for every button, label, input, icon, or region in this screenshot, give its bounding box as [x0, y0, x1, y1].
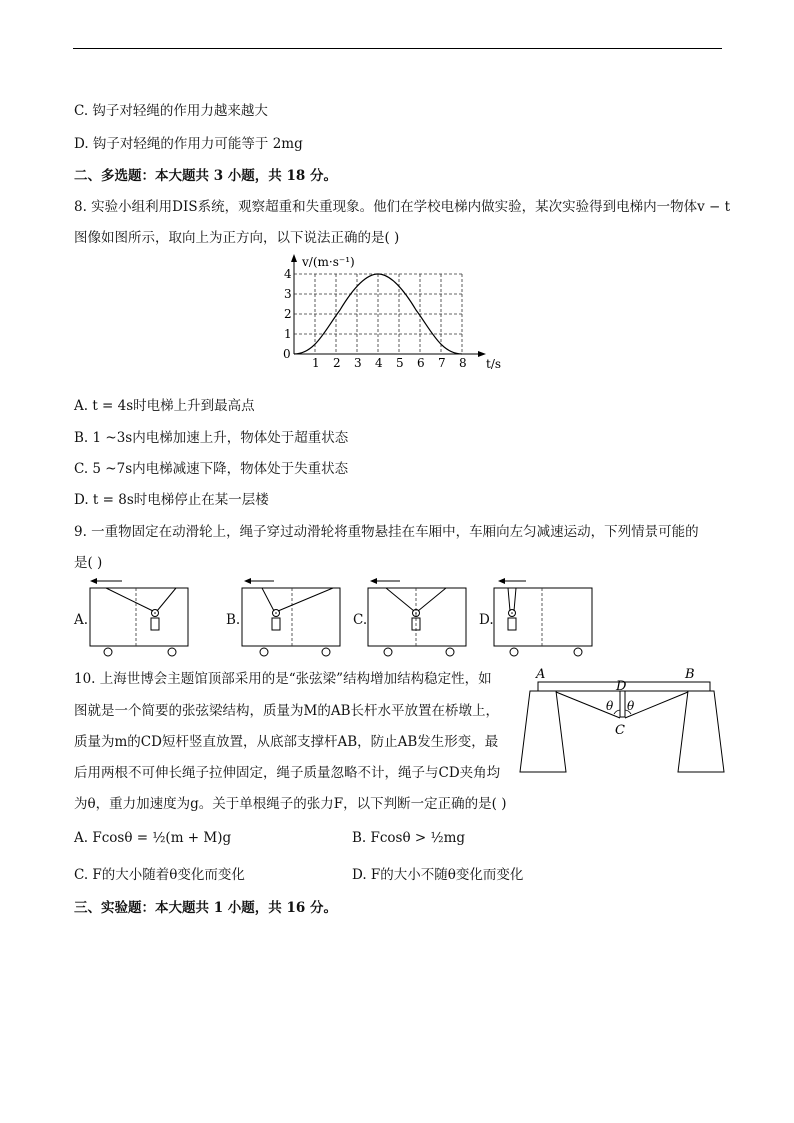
q10-stem-line3: 质量为m的CD短杆竖直放置，从底部支撑杆AB，防止AB发生形变，最: [74, 734, 499, 750]
q8-option-a: A. t = 4s时电梯上升到最高点: [74, 398, 255, 414]
y-axis-label: v/(m·s⁻¹): [302, 255, 355, 269]
x-axis-arrow: [478, 351, 486, 357]
rod-cd: [620, 691, 625, 717]
y-tick-label: 4: [284, 267, 292, 281]
x-tick-label: 5: [396, 356, 404, 370]
y-tick-label: 1: [284, 327, 292, 341]
theta-left: θ: [606, 699, 614, 713]
label-b: B: [685, 667, 695, 682]
x-tick-label: 8: [459, 356, 467, 370]
label-c: C: [615, 723, 625, 738]
q8-vt-graph: [280, 250, 510, 370]
y-axis-arrow: [291, 254, 297, 262]
q10-diagram: [516, 664, 730, 776]
q10-stem-line1: 10. 上海世博会主题馆顶部采用的是“张弦梁”结构增加结构稳定性，如: [74, 671, 492, 687]
right-pier: [678, 691, 724, 772]
q9-label-a: A.: [74, 612, 89, 628]
rope-right: [625, 692, 688, 718]
q8-stem-line2: 图像如图所示，取向上为正方向，以下说法正确的是( ): [74, 230, 400, 246]
origin-label: 0: [283, 347, 291, 361]
theta-right: θ: [627, 699, 635, 713]
x-axis-label: t/s: [486, 357, 502, 370]
y-tick-label: 2: [284, 307, 292, 321]
q10-option-a: A. Fcosθ = ½(m + M)g: [74, 830, 232, 846]
y-tick-label: 3: [284, 287, 292, 301]
x-tick-label: 4: [375, 356, 383, 370]
label-d: D: [616, 679, 627, 694]
section3-heading: 三、实验题：本大题共 1 小题，共 16 分。: [74, 900, 337, 916]
x-tick-label: 3: [354, 356, 362, 370]
q9-diagram-c: [364, 576, 470, 660]
q10-stem-line5: 为θ，重力加速度为g。关于单根绳子的张力F，以下判断一定正确的是( ): [74, 796, 507, 812]
x-tick-label: 6: [417, 356, 425, 370]
q10-stem-line4: 后用两根不可伸长绳子拉伸固定，绳子质量忽略不计，绳子与CD夹角均: [74, 765, 501, 781]
q10-option-b: B. Fcosθ > ½mg: [352, 830, 466, 846]
q9-label-b: B.: [226, 612, 241, 628]
x-tick-label: 2: [333, 356, 341, 370]
q8-option-d: D. t = 8s时电梯停止在某一层楼: [74, 492, 269, 508]
q8-option-b: B. 1 ~3s内电梯加速上升，物体处于超重状态: [74, 430, 349, 446]
q9-stem-line2: 是( ): [74, 555, 103, 571]
section2-heading: 二、多选题：本大题共 3 小题，共 18 分。: [74, 168, 337, 184]
q10-option-c: C. F的大小随着θ变化而变化: [74, 867, 245, 883]
q9-diagram-b: [238, 576, 344, 660]
header-rule: [73, 48, 722, 49]
q8-stem-line1: 8. 实验小组利用DIS系统，观察超重和失重现象。他们在学校电梯内做实验，某次实验得到电梯内一物体v − t: [74, 199, 731, 215]
x-tick-label: 1: [312, 356, 320, 370]
left-pier: [520, 691, 566, 772]
q9-label-c: C.: [353, 612, 368, 628]
q9-label-d: D.: [479, 612, 494, 628]
q10-stem-line2: 图就是一个简要的张弦梁结构，质量为M的AB长杆水平放置在桥墩上，: [74, 703, 499, 719]
q9-stem-line1: 9. 一重物固定在动滑轮上，绳子穿过动滑轮将重物悬挂在车厢中，车厢向左匀减速运动，下列情景可能的: [74, 524, 699, 540]
x-tick-label: 7: [438, 356, 446, 370]
q9-diagram-a: [86, 576, 192, 660]
q9-diagram-d: [490, 576, 596, 660]
q7-option-d: D. 钩子对轻绳的作用力可能等于 2mg: [74, 136, 303, 152]
q10-option-d: D. F的大小不随θ变化而变化: [352, 867, 524, 883]
label-a: A: [536, 667, 546, 682]
q8-option-c: C. 5 ~7s内电梯减速下降，物体处于失重状态: [74, 461, 349, 477]
q7-option-c: C. 钩子对轻绳的作用力越来越大: [74, 103, 268, 119]
